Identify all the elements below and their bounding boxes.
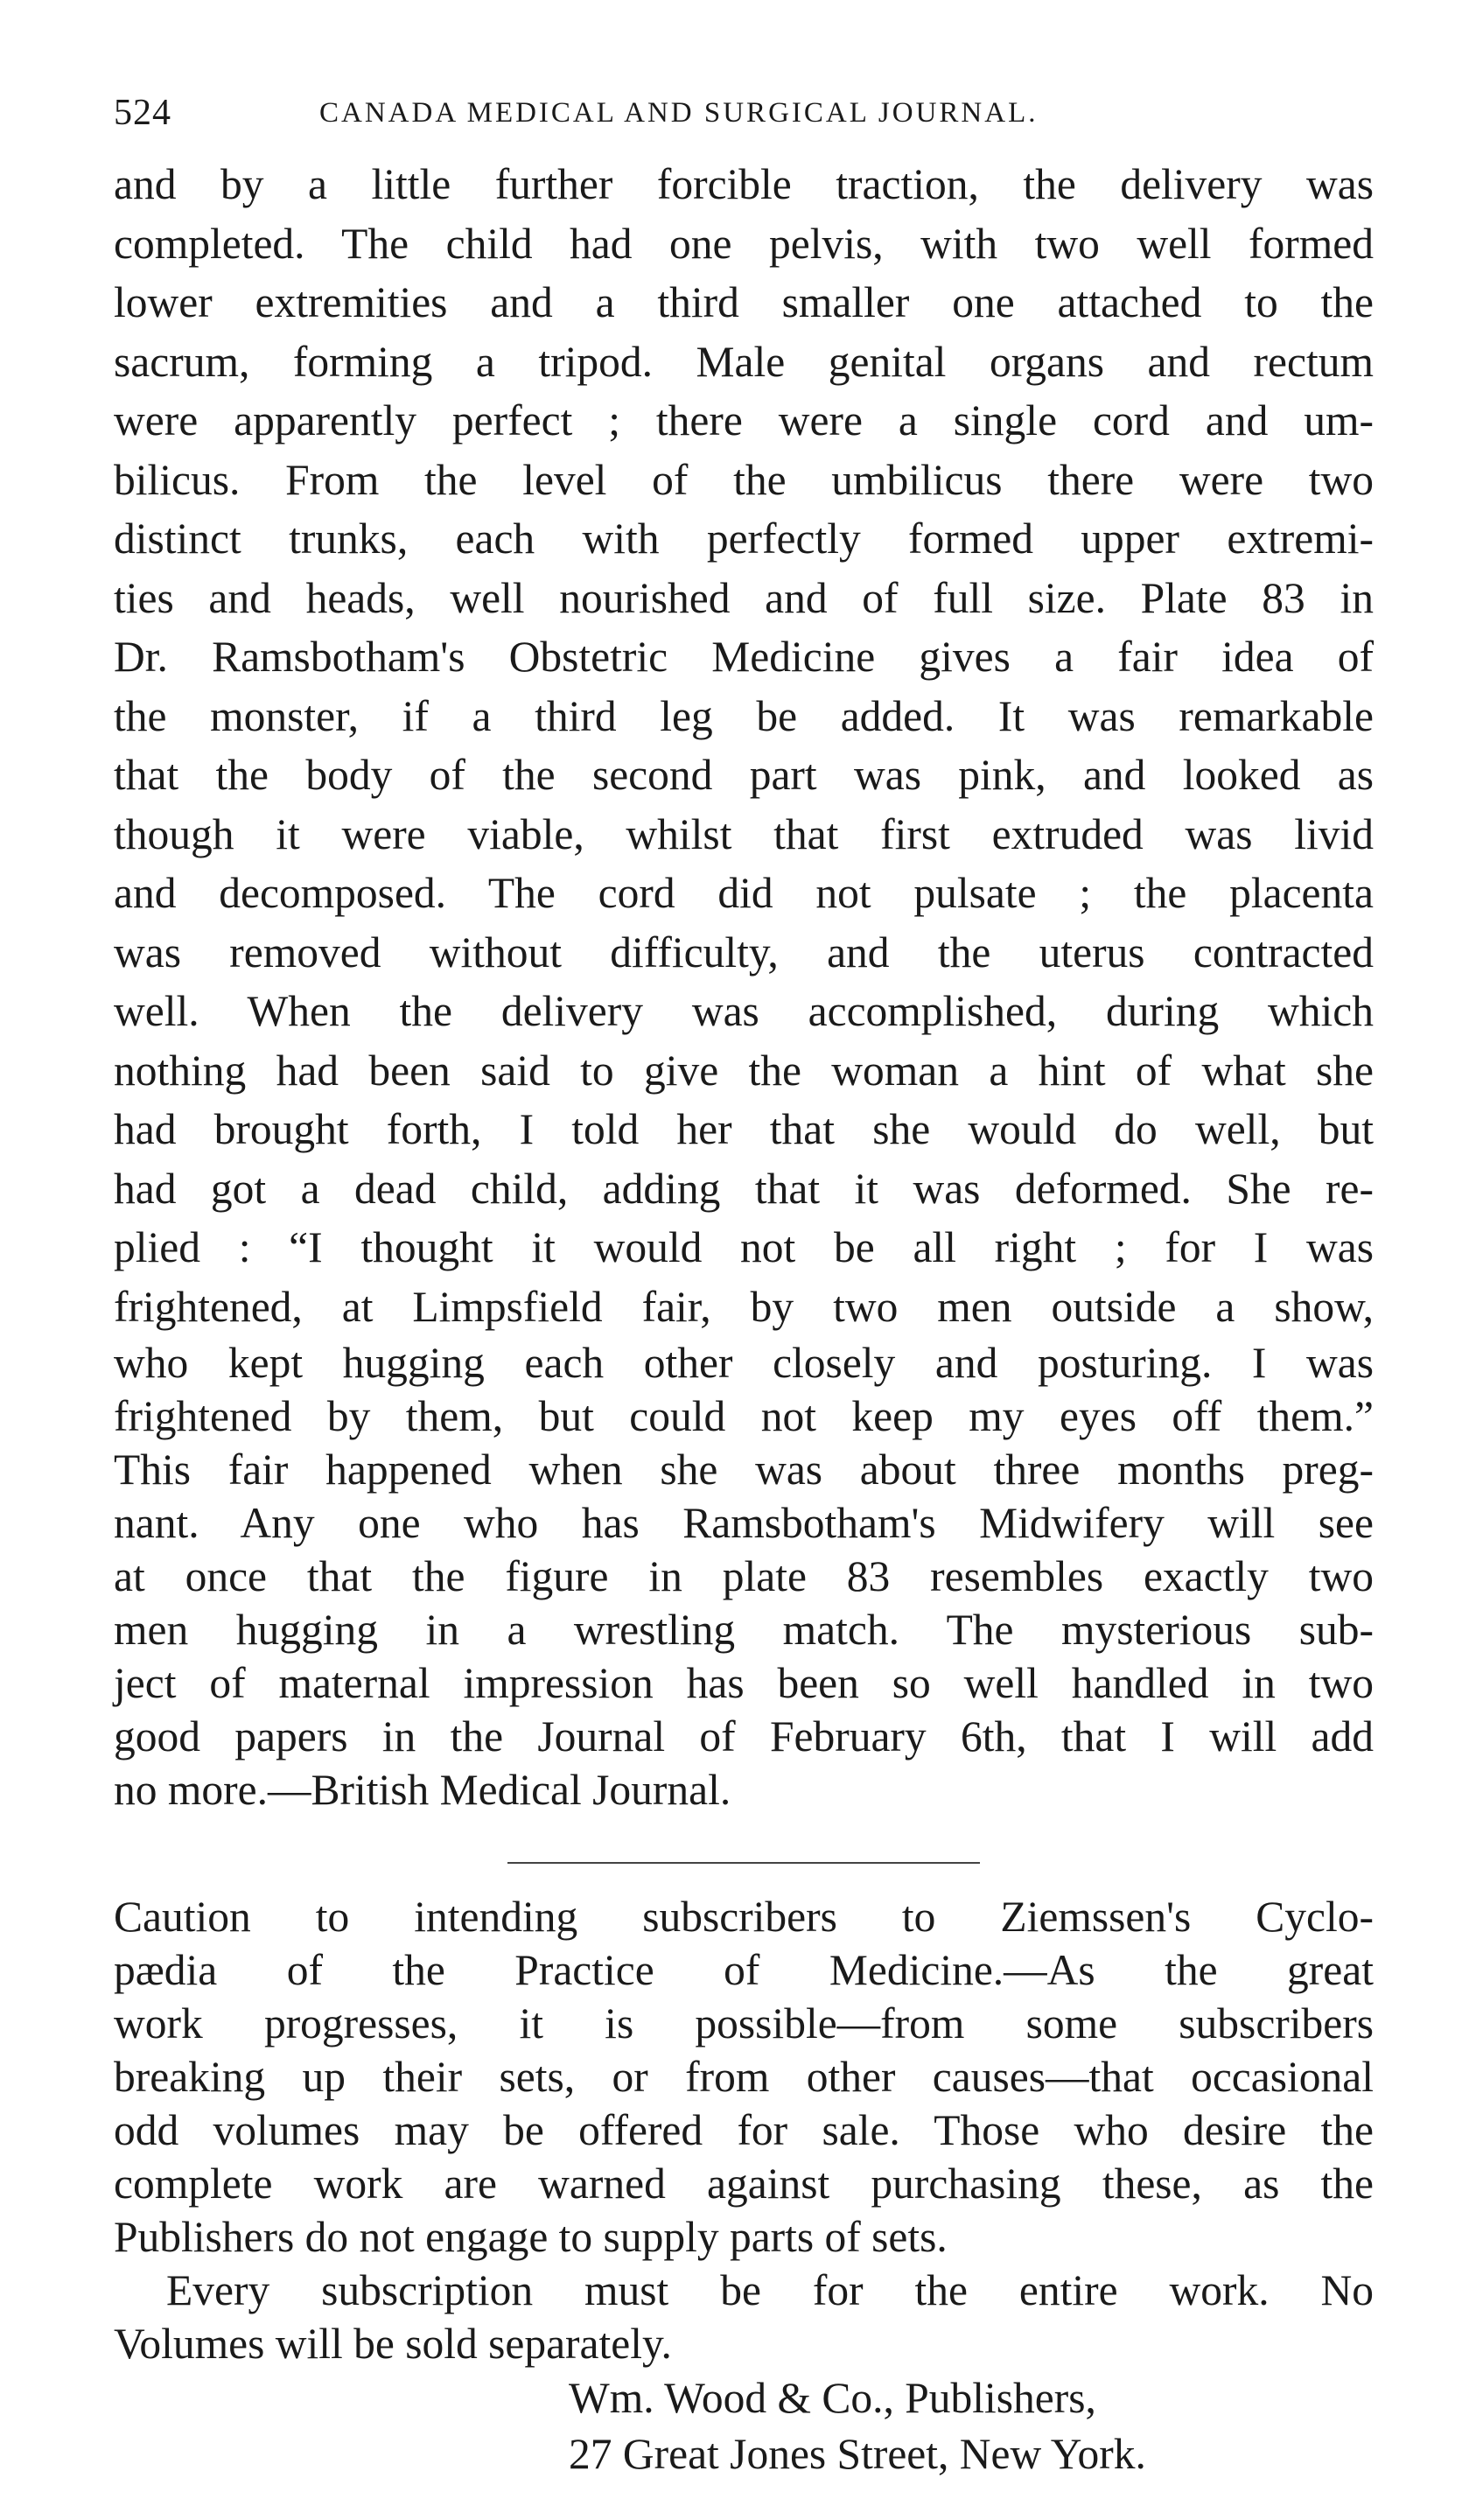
notice-line: complete work are warned against purchasing these, as the: [114, 2160, 1374, 2208]
article-line: that the body of the second part was pink, and looked as: [114, 751, 1374, 799]
notice-line: pædia of the Practice of Medicine.—As the great: [114, 1946, 1374, 1994]
article-line: frightened, at Limpsfield fair, by two men outside a show,: [114, 1282, 1374, 1331]
article-line: who kept hugging each other closely and posturing. I was: [114, 1339, 1374, 1387]
journal-title: CANADA MEDICAL AND SURGICAL JOURNAL.: [319, 97, 1039, 129]
page-number: 524: [114, 93, 171, 133]
notice-line: Every subscription must be for the entire work. No: [166, 2266, 1374, 2314]
article-line: lower extremities and a third smaller one attached to the: [114, 278, 1374, 326]
article-line: men hugging in a wrestling match. The mysterious sub-: [114, 1606, 1374, 1654]
article-line: though it were viable, whilst that first extruded was livid: [114, 809, 1374, 858]
section-divider: [507, 1862, 980, 1864]
article-body: [114, 155, 1374, 1816]
journal-page: [114, 92, 1374, 2482]
article-line: plied : “I thought it would not be all right ; for I was: [114, 1223, 1374, 1271]
publisher-address: 27 Great Jones Street, New York.: [569, 2430, 1146, 2478]
article-line: and decomposed. The cord did not pulsate ; the placenta: [114, 869, 1374, 917]
subscription-notice: [114, 1890, 1374, 2482]
article-line: nant. Any one who has Ramsbotham's Midwifery will see: [114, 1499, 1374, 1547]
article-line: frightened by them, but could not keep my eyes off them.”: [114, 1392, 1374, 1440]
notice-line: Caution to intending subscribers to Ziemssen's Cyclo-: [114, 1893, 1374, 1941]
article-line: well. When the delivery was accomplished, during which: [114, 987, 1374, 1035]
article-line: had brought forth, I told her that she would do well, but: [114, 1105, 1374, 1153]
article-line: ject of maternal impression has been so well handled in two: [114, 1659, 1374, 1707]
article-line: the monster, if a third leg be added. It was remarkable: [114, 691, 1374, 740]
article-line: Dr. Ramsbotham's Obstetric Medicine gives a fair idea of: [114, 633, 1374, 681]
article-line: distinct trunks, each with perfectly formed upper extremi-: [114, 514, 1374, 563]
article-line: no more.—British Medical Journal.: [114, 1766, 731, 1814]
article-line: and by a little further forcible traction, the delivery was: [114, 160, 1374, 208]
article-line: sacrum, forming a tripod. Male genital organs and rectum: [114, 337, 1374, 386]
notice-line: Publishers do not engage to supply parts of sets.: [114, 2213, 948, 2261]
article-line: good papers in the Journal of February 6th, that I will add: [114, 1712, 1374, 1760]
article-line: nothing had been said to give the woman a hint of what she: [114, 1046, 1374, 1095]
article-line: was removed without difficulty, and the uterus contracted: [114, 928, 1374, 976]
notice-line: Volumes will be sold separately.: [114, 2320, 672, 2368]
article-line: completed. The child had one pelvis, with two well formed: [114, 219, 1374, 268]
article-line: at once that the figure in plate 83 resembles exactly two: [114, 1552, 1374, 1600]
publisher-signature: Wm. Wood & Co., Publishers,: [569, 2374, 1096, 2422]
running-head: [114, 92, 1374, 155]
article-line: had got a dead child, adding that it was deformed. She re-: [114, 1164, 1374, 1213]
notice-line: odd volumes may be offered for sale. Those who desire the: [114, 2106, 1374, 2154]
article-line: bilicus. From the level of the umbilicus there were two: [114, 455, 1374, 504]
notice-line: breaking up their sets, or from other causes—that occasional: [114, 2053, 1374, 2101]
article-line: ties and heads, well nourished and of full size. Plate 83 in: [114, 573, 1374, 622]
notice-line: work progresses, it is possible—from some subscribers: [114, 1999, 1374, 2048]
article-line: were apparently perfect ; there were a single cord and um-: [114, 396, 1374, 444]
article-line: This fair happened when she was about three months preg-: [114, 1446, 1374, 1494]
